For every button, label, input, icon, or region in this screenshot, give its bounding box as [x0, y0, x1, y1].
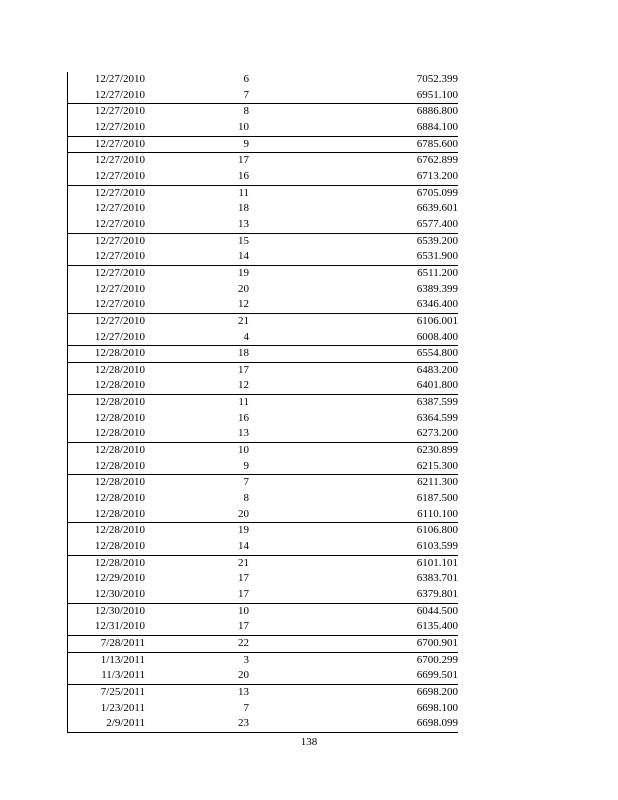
date-cell: 12/27/2010 [94, 202, 145, 215]
id-cell: 17 [145, 362, 249, 378]
value-cell: 6577.400 [416, 217, 458, 230]
table-row [68, 217, 459, 233]
id-cell: 7 [243, 701, 249, 714]
date-cell: 2/9/2011 [106, 717, 145, 730]
value-cell: 6511.200 [249, 265, 458, 281]
table-row [68, 297, 459, 313]
id-cell: 9 [145, 136, 249, 153]
table-row [68, 395, 459, 411]
value-cell: 6273.200 [416, 427, 458, 440]
date-cell: 12/28/2010 [94, 411, 145, 424]
id-cell: 20 [238, 669, 249, 682]
date-cell: 12/30/2010 [68, 603, 146, 619]
value-cell: 6785.600 [249, 136, 458, 153]
id-cell: 19 [145, 523, 249, 539]
date-cell: 12/28/2010 [94, 492, 145, 505]
value-cell: 6700.299 [249, 652, 458, 668]
date-cell: 12/28/2010 [68, 443, 146, 459]
table-row [68, 411, 459, 427]
id-cell: 21 [145, 313, 249, 329]
date-cell: 12/28/2010 [68, 395, 146, 411]
value-cell: 6135.400 [416, 620, 458, 633]
date-cell: 12/28/2010 [68, 362, 146, 378]
date-cell: 1/13/2011 [68, 652, 146, 668]
table-row [68, 539, 459, 555]
table-row [68, 668, 459, 684]
value-cell: 6705.099 [249, 185, 458, 201]
value-cell: 6101.101 [249, 555, 458, 571]
value-cell: 6886.800 [249, 104, 458, 120]
date-cell: 12/28/2010 [94, 507, 145, 520]
id-cell: 8 [243, 492, 249, 505]
id-cell: 3 [145, 652, 249, 668]
value-cell: 6383.701 [416, 572, 458, 585]
date-cell: 12/27/2010 [94, 282, 145, 295]
table-row [68, 346, 459, 363]
table-row [68, 555, 459, 571]
value-cell: 6554.800 [249, 346, 458, 363]
table-row [68, 587, 459, 603]
date-cell: 12/27/2010 [68, 104, 146, 120]
value-cell: 6215.300 [416, 459, 458, 472]
value-cell: 6379.801 [416, 588, 458, 600]
table-row [68, 136, 459, 153]
date-cell: 12/30/2010 [94, 588, 145, 600]
id-cell: 12 [238, 298, 249, 311]
date-cell: 12/27/2010 [68, 136, 146, 153]
table-row [68, 459, 459, 475]
table-row [68, 249, 459, 265]
table-row [68, 362, 459, 378]
value-cell: 6884.100 [416, 120, 458, 133]
table-row [68, 104, 459, 120]
data-table [67, 72, 458, 733]
id-cell: 13 [238, 217, 249, 230]
id-cell: 20 [238, 507, 249, 520]
table-row [68, 701, 459, 717]
table-row [68, 120, 459, 136]
value-cell: 6387.599 [249, 395, 458, 411]
date-cell: 12/27/2010 [68, 233, 146, 249]
id-cell: 15 [145, 233, 249, 249]
id-cell: 22 [145, 635, 249, 652]
date-cell: 12/28/2010 [94, 379, 145, 392]
id-cell: 21 [145, 555, 249, 571]
date-cell: 12/29/2010 [94, 572, 145, 585]
date-cell: 12/31/2010 [94, 620, 145, 633]
table-body [68, 72, 459, 732]
value-cell: 6539.200 [249, 233, 458, 249]
id-cell: 13 [238, 427, 249, 440]
value-cell: 7052.399 [416, 73, 458, 85]
id-cell: 7 [243, 88, 249, 101]
id-cell: 23 [238, 717, 249, 730]
date-cell: 12/27/2010 [94, 250, 145, 263]
value-cell: 6044.500 [249, 603, 458, 619]
id-cell: 14 [238, 250, 249, 263]
date-cell: 12/28/2010 [94, 427, 145, 440]
value-cell: 6762.899 [249, 153, 458, 169]
table-row [68, 201, 459, 217]
value-cell: 6364.599 [416, 411, 458, 424]
value-cell: 6698.200 [249, 684, 458, 700]
table-row [68, 378, 459, 394]
date-cell: 12/28/2010 [68, 555, 146, 571]
table-row [68, 603, 459, 619]
table-row [68, 619, 459, 635]
table-row [68, 169, 459, 185]
date-cell: 12/27/2010 [68, 265, 146, 281]
table-row [68, 635, 459, 652]
id-cell: 14 [238, 540, 249, 553]
date-cell: 11/3/2011 [101, 669, 145, 682]
id-cell: 18 [145, 346, 249, 363]
value-cell: 6700.901 [249, 635, 458, 652]
id-cell: 20 [238, 282, 249, 295]
date-cell: 12/27/2010 [94, 330, 145, 343]
table-row [68, 652, 459, 668]
id-cell: 4 [243, 330, 249, 343]
id-cell: 10 [145, 443, 249, 459]
value-cell: 6106.001 [249, 313, 458, 329]
id-cell: 10 [238, 120, 249, 133]
table-row [68, 88, 459, 104]
date-cell: 12/27/2010 [94, 120, 145, 133]
date-cell: 7/25/2011 [68, 684, 146, 700]
id-cell: 7 [145, 475, 249, 491]
value-cell: 6401.800 [416, 379, 458, 392]
table-row [68, 684, 459, 700]
value-cell: 6211.300 [249, 475, 458, 491]
id-cell: 17 [238, 588, 249, 600]
value-cell: 6008.400 [416, 330, 458, 343]
value-cell: 6698.100 [416, 701, 458, 714]
table-row [68, 523, 459, 539]
value-cell: 6698.099 [416, 717, 458, 730]
date-cell: 12/27/2010 [68, 153, 146, 169]
date-cell: 12/28/2010 [68, 523, 146, 539]
table-row [68, 265, 459, 281]
table-row [68, 716, 459, 732]
table-row [68, 282, 459, 298]
page-number: 138 [300, 736, 318, 748]
date-cell: 1/23/2011 [100, 701, 145, 714]
table-row [68, 72, 459, 88]
value-cell: 6106.800 [249, 523, 458, 539]
id-cell: 6 [243, 73, 249, 85]
table-row [68, 491, 459, 507]
id-cell: 12 [238, 379, 249, 392]
value-cell: 6103.599 [416, 540, 458, 553]
table-row [68, 443, 459, 459]
id-cell: 17 [238, 620, 249, 633]
table-row [68, 233, 459, 249]
table-row [68, 330, 459, 346]
date-cell: 12/27/2010 [94, 217, 145, 230]
date-cell: 12/27/2010 [94, 73, 145, 85]
date-cell: 12/28/2010 [68, 475, 146, 491]
date-cell: 12/27/2010 [94, 298, 145, 311]
table-row [68, 426, 459, 442]
value-cell: 6187.500 [416, 492, 458, 505]
value-cell: 6713.200 [416, 169, 458, 182]
table-row [68, 185, 459, 201]
id-cell: 13 [145, 684, 249, 700]
id-cell: 17 [145, 153, 249, 169]
date-cell: 12/27/2010 [94, 88, 145, 101]
date-cell: 12/27/2010 [94, 169, 145, 182]
table-row [68, 571, 459, 587]
date-cell: 12/27/2010 [68, 185, 146, 201]
table-row [68, 507, 459, 523]
table-row [68, 475, 459, 491]
value-cell: 6230.899 [249, 443, 458, 459]
value-cell: 6531.900 [416, 250, 458, 263]
date-cell: 12/28/2010 [94, 459, 145, 472]
id-cell: 10 [145, 603, 249, 619]
id-cell: 16 [238, 169, 249, 182]
date-cell: 12/28/2010 [68, 346, 146, 363]
id-cell: 18 [238, 202, 249, 215]
value-cell: 6951.100 [416, 88, 458, 101]
id-cell: 9 [243, 459, 249, 472]
date-cell: 12/27/2010 [68, 313, 146, 329]
value-cell: 6483.200 [249, 362, 458, 378]
id-cell: 8 [145, 104, 249, 120]
id-cell: 16 [238, 411, 249, 424]
value-cell: 6699.501 [416, 669, 458, 682]
date-cell: 7/28/2011 [68, 635, 146, 652]
id-cell: 11 [145, 185, 249, 201]
date-cell: 12/28/2010 [94, 540, 145, 553]
value-cell: 6110.100 [417, 507, 458, 520]
table-row [68, 313, 459, 329]
id-cell: 17 [238, 572, 249, 585]
value-cell: 6639.601 [416, 202, 458, 215]
id-cell: 11 [145, 395, 249, 411]
table-row [68, 153, 459, 169]
value-cell: 6346.400 [416, 298, 458, 311]
value-cell: 6389.399 [416, 282, 458, 295]
id-cell: 19 [145, 265, 249, 281]
